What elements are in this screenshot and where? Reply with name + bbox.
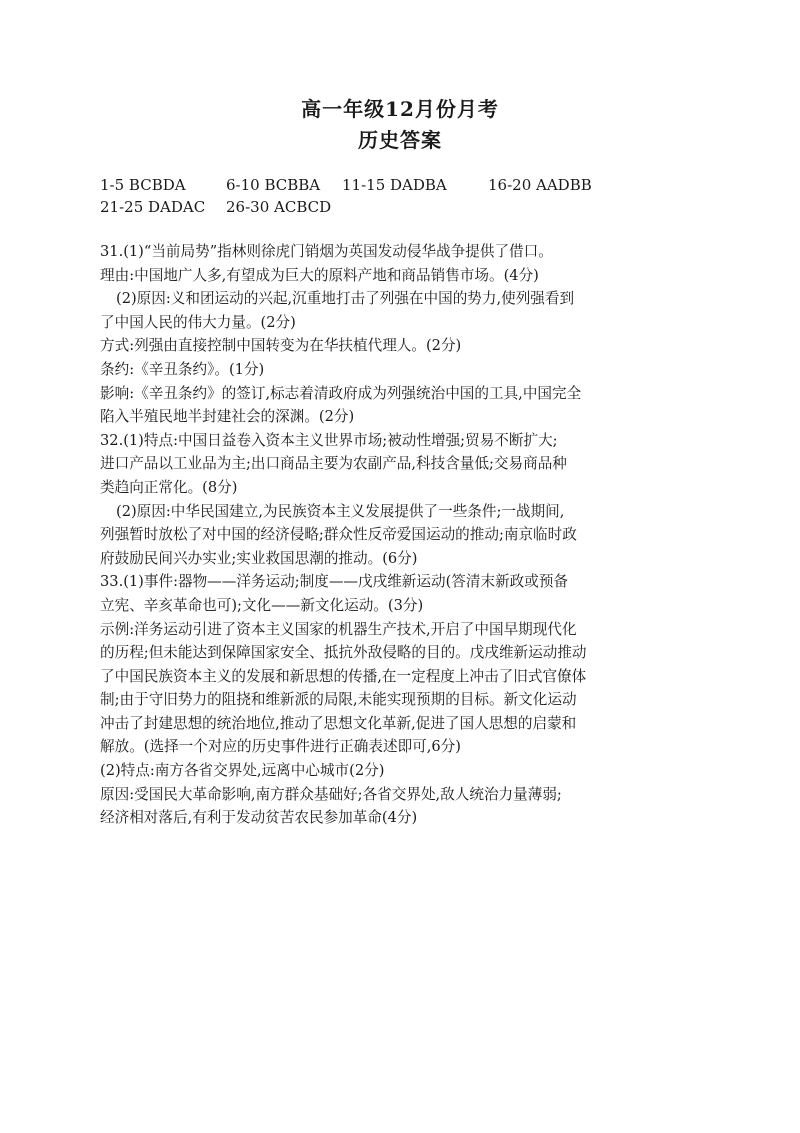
answer-line: 理由:中国地广人多,有望成为巨大的原料产地和商品销售市场。(4分) <box>100 266 539 284</box>
answer-line: 了中国民族资本主义的发展和新思想的传播,在一定程度上冲击了旧式官僚体 <box>100 667 587 685</box>
answer-line: 进口产品以工业品为主;出口商品主要为农副产品,科技含量低;交易商品种 <box>100 455 567 473</box>
answer-line: (2)原因:中华民国建立,为民族资本主义发展提供了一些条件;一战期间, <box>116 502 565 520</box>
choice-answer-group: 21-25 DADAC <box>100 198 206 216</box>
answer-line: 影响:《辛丑条约》的签订,标志着清政府成为列强统治中国的工具,中国完全 <box>100 384 582 402</box>
answer-line: 方式:列强由直接控制中国转变为在华扶植代理人。(2分) <box>100 337 462 355</box>
answer-line: 原因:受国民大革命影响,南方群众基础好;各省交界处,敌人统治力量薄弱; <box>100 785 562 803</box>
answer-line: 列强暂时放松了对中国的经济侵略;群众性反帝爱国运动的推动;南京临时政 <box>100 526 577 544</box>
answer-line: (2)特点:南方各省交界处,远离中心城市(2分) <box>100 762 385 780</box>
answer-line: 府鼓励民间兴办实业;实业救国思潮的推动。(6分) <box>100 549 418 567</box>
answer-line: 了中国人民的伟大力量。(2分) <box>100 313 296 331</box>
answer-line: 经济相对落后,有利于发动贫苦农民参加革命(4分) <box>100 809 418 827</box>
answer-line: 立宪、辛亥革命也可);文化——新文化运动。(3分) <box>100 596 424 614</box>
answer-line: 冲击了封建思想的统治地位,推动了思想文化革新,促进了国人思想的启蒙和 <box>100 714 577 732</box>
answer-line: 的历程;但未能达到保障国家安全、抵抗外敌侵略的目的。戊戌维新运动推动 <box>100 644 587 662</box>
choice-answer-group: 16-20 AADBB <box>488 176 592 194</box>
answer-line: 32.(1)特点:中国日益卷入资本主义世界市场;被动性增强;贸易不断扩大; <box>100 431 558 449</box>
essay-answers <box>100 240 710 830</box>
choice-answer-group: 11-15 DADBA <box>342 176 447 194</box>
answer-line: 解放。(选择一个对应的历史事件进行正确表述即可,6分) <box>100 738 461 756</box>
page-title: 高一年级12月份月考 <box>301 97 499 121</box>
answer-line: 33.(1)事件:器物——洋务运动;制度——戊戌维新运动(答清末新政或预备 <box>100 573 569 591</box>
choice-answer-group: 26-30 ACBCD <box>226 198 332 216</box>
choice-answer-group: 1-5 BCBDA <box>100 176 186 194</box>
answer-line: 31.(1)“当前局势”指林则徐虎门销烟为英国发动侵华战争提供了借口。 <box>100 243 553 260</box>
answer-line: 陷入半殖民地半封建社会的深渊。(2分) <box>100 408 355 426</box>
answer-line: 制;由于守旧势力的阻挠和维新派的局限,未能实现预期的目标。新文化运动 <box>100 691 577 709</box>
answer-line: 类趋向正常化。(8分) <box>100 478 238 496</box>
page-subtitle: 历史答案 <box>358 128 442 152</box>
answer-line: 示例:洋务运动引进了资本主义国家的机器生产技术,开启了中国早期现代化 <box>100 620 577 638</box>
choice-answer-group: 6-10 BCBBA <box>226 176 321 194</box>
answer-line: (2)原因:义和团运动的兴起,沉重地打击了列强在中国的势力,使列强看到 <box>116 290 575 308</box>
answer-line: 条约:《辛丑条约》。(1分) <box>100 360 265 378</box>
